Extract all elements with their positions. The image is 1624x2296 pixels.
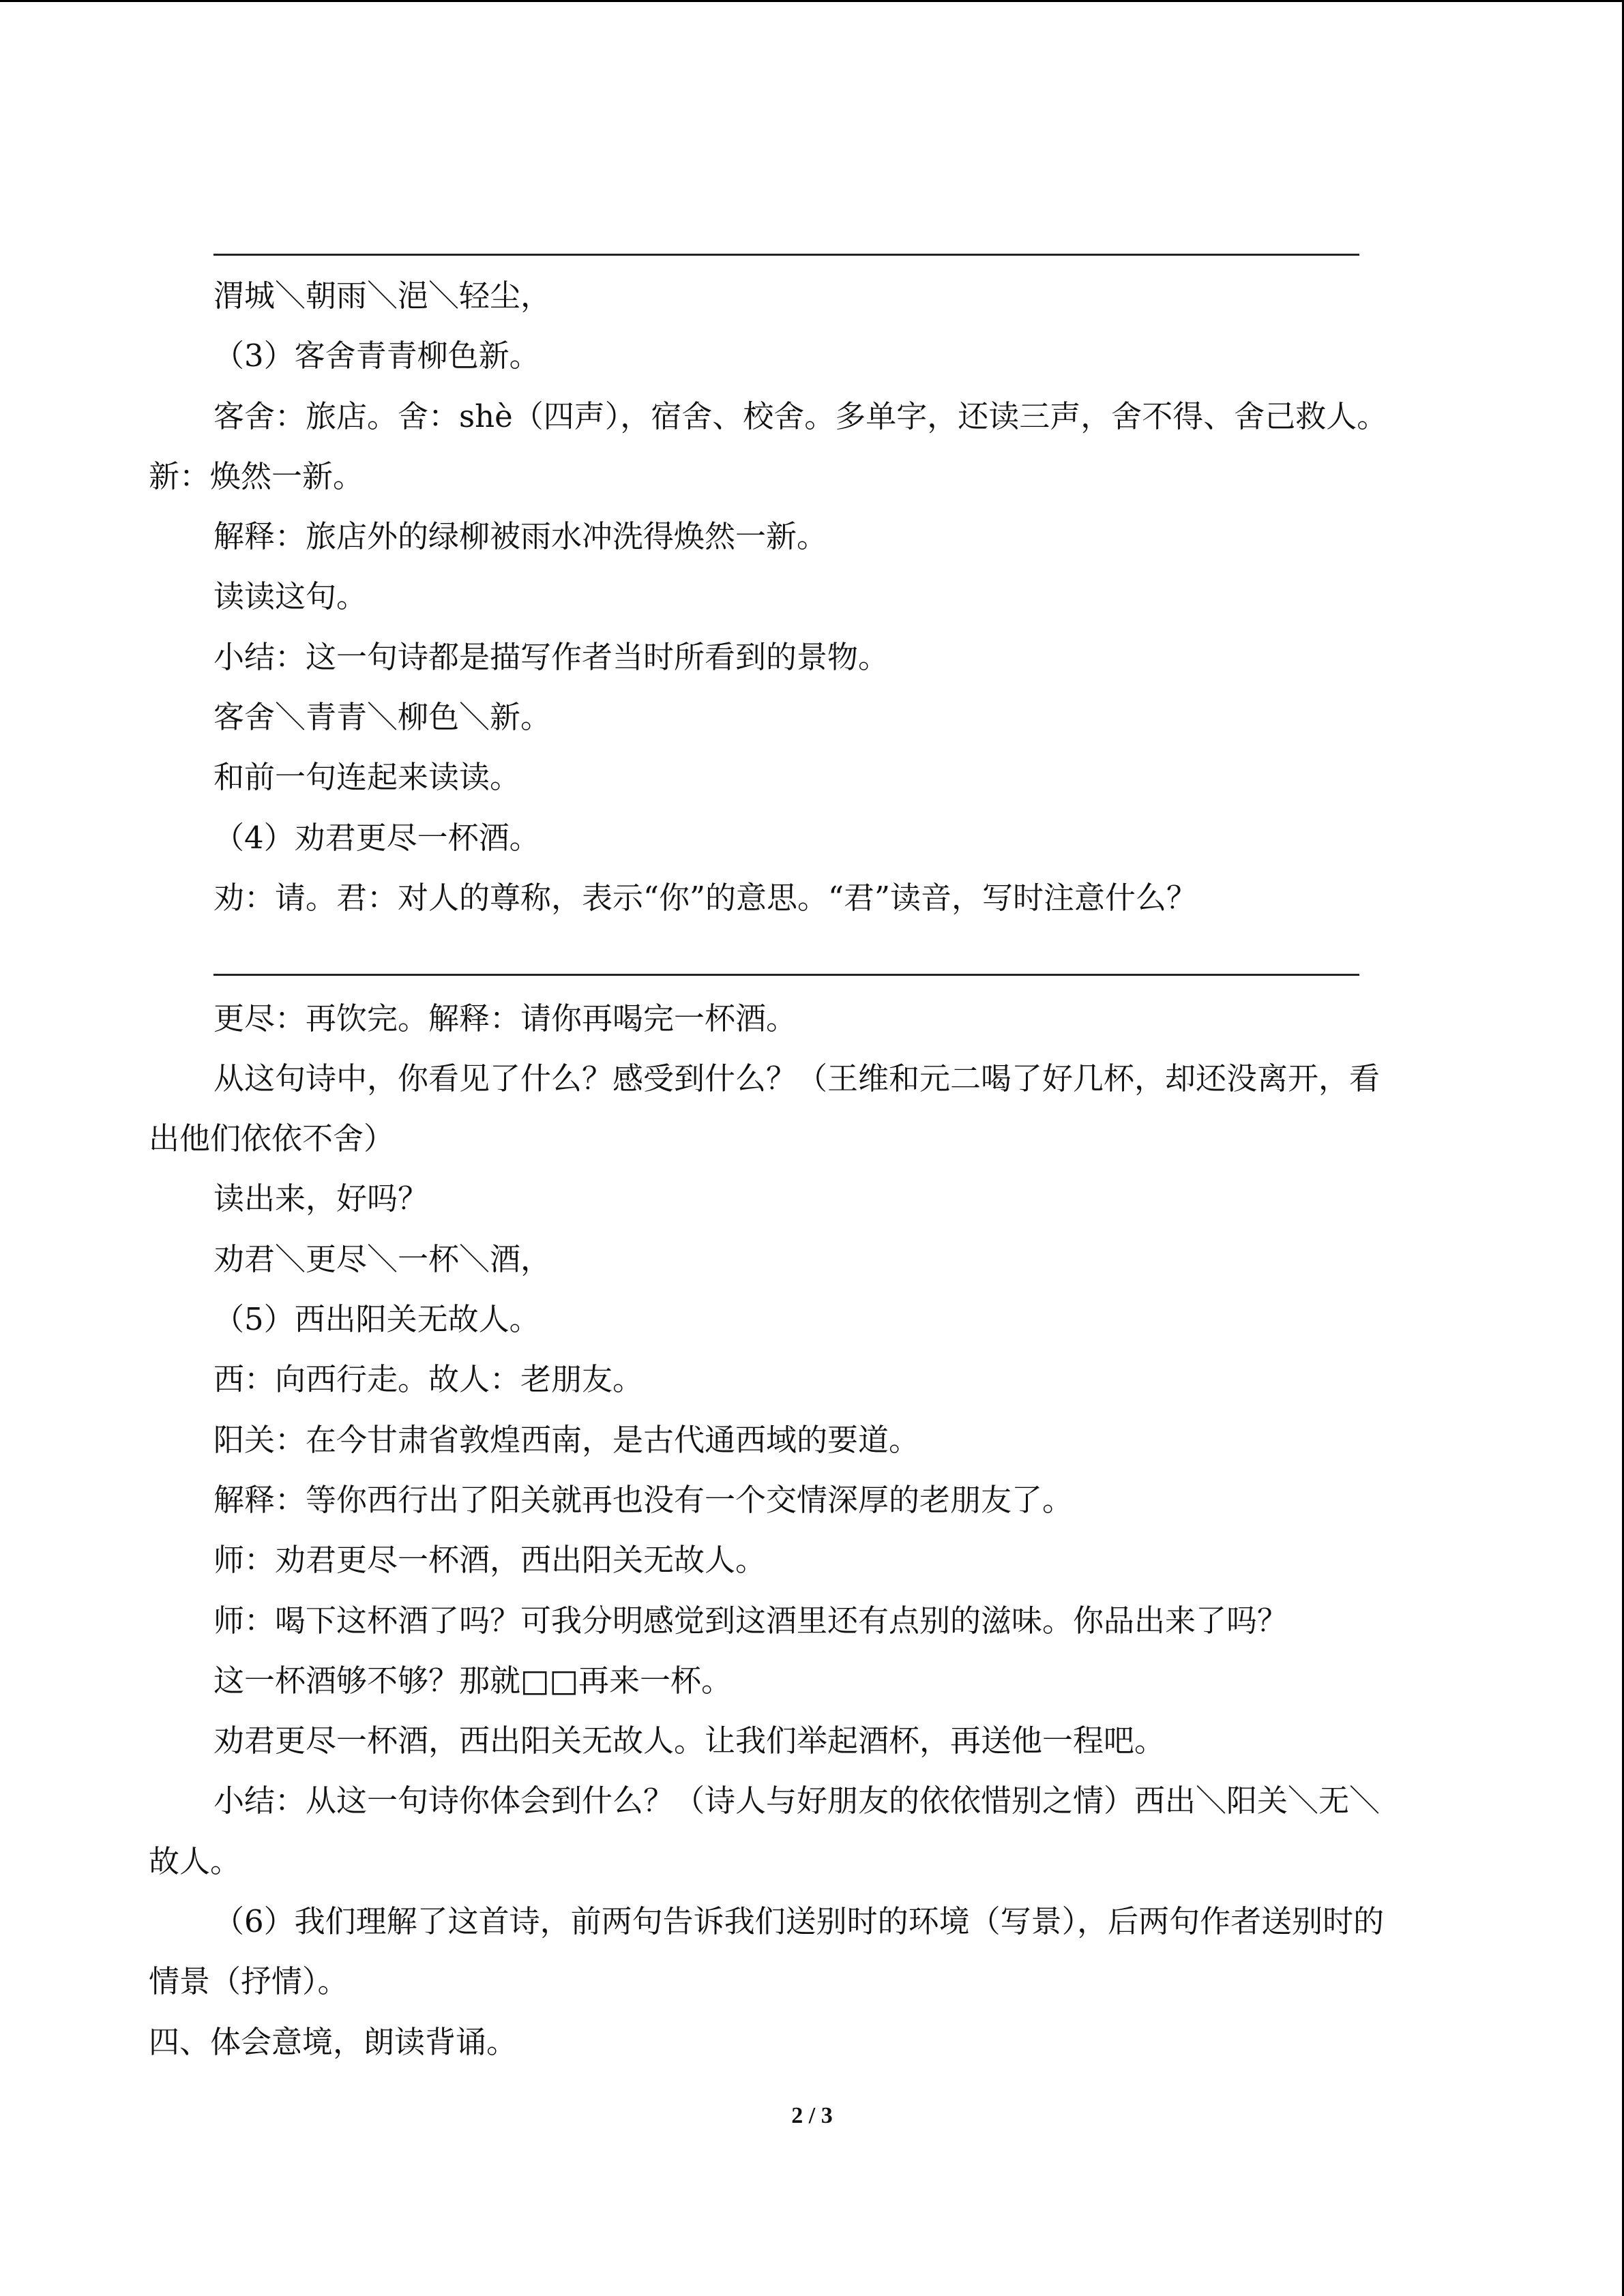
text-line: 师：劝君更尽一杯酒，西出阳关无故人。 [213, 1542, 767, 1579]
text-line: 新：焕然一新。 [149, 458, 364, 494]
text-line: 情景（抒情）。 [149, 1963, 349, 2000]
text-line: （6）我们理解了这首诗，前两句告诉我们送别时的环境（写景），后两句作者送别时的 [213, 1903, 1385, 1940]
text-line: 出他们依依不舍） [149, 1120, 395, 1157]
text-line: 小结：从这一句诗你体会到什么？（诗人与好朋友的依依惜别之情）西出＼阳关＼无＼ [213, 1783, 1381, 1819]
text-line: 解释：等你西行出了阳关就再也没有一个交情深厚的老朋友了。 [213, 1481, 1074, 1518]
text-line: 师：喝下这杯酒了吗？可我分明感觉到这酒里还有点别的滋味。你品出来了吗？ [213, 1602, 1288, 1639]
text-line: （5）西出阳关无故人。 [213, 1301, 540, 1338]
document-body [149, 266, 1445, 2072]
text-line: 和前一句连起来读读。 [213, 759, 521, 796]
page-top-border [0, 0, 1624, 2]
page-number: 2 / 3 [791, 2103, 833, 2128]
text-line: 阳关：在今甘肃省敦煌西南，是古代通西域的要道。 [213, 1421, 920, 1458]
text-line: 解释：旅店外的绿柳被雨水冲洗得焕然一新。 [213, 518, 828, 555]
blank-line [149, 928, 1445, 988]
text-line: 读出来，好吗？ [213, 1180, 429, 1217]
text-line: 故人。 [149, 1843, 241, 1879]
text-line: 客舍＼青青＼柳色＼新。 [213, 699, 552, 736]
text-line: 渭城＼朝雨＼浥＼轻尘， [213, 278, 552, 314]
text-line: 劝君更尽一杯酒，西出阳关无故人。让我们举起酒杯，再送他一程吧。 [213, 1723, 1166, 1759]
text-line: 劝君＼更尽＼一杯＼酒， [213, 1240, 552, 1277]
text-line: 更尽：再饮完。解释：请你再喝完一杯酒。 [213, 1000, 797, 1037]
text-line: （3）客舍青青柳色新。 [213, 338, 540, 374]
horizontal-rule-top [213, 254, 1359, 256]
text-line: 从这句诗中，你看见了什么？感受到什么？（王维和元二喝了好几杯，却还没离开，看 [213, 1060, 1381, 1097]
text-line: 客舍：旅店。舍：shè（四声），宿舍、校舍。多单字，还读三声，舍不得、舍己救人。 [213, 398, 1388, 434]
text-line: 读读这句。 [213, 578, 368, 615]
text-line: 小结：这一句诗都是描写作者当时所看到的景物。 [213, 638, 889, 675]
text-line: （4）劝君更尽一杯酒。 [213, 819, 540, 856]
text-line: 这一杯酒够不够？那就□□再来一杯。 [213, 1662, 733, 1699]
text-line: 西：向西行走。故人：老朋友。 [213, 1361, 644, 1398]
text-line: 劝：请。君：对人的尊称，表示“你”的意思。“君”读音，写时注意什么？ [213, 879, 1198, 916]
section-heading: 四、体会意境，朗读背诵。 [149, 2023, 518, 2060]
